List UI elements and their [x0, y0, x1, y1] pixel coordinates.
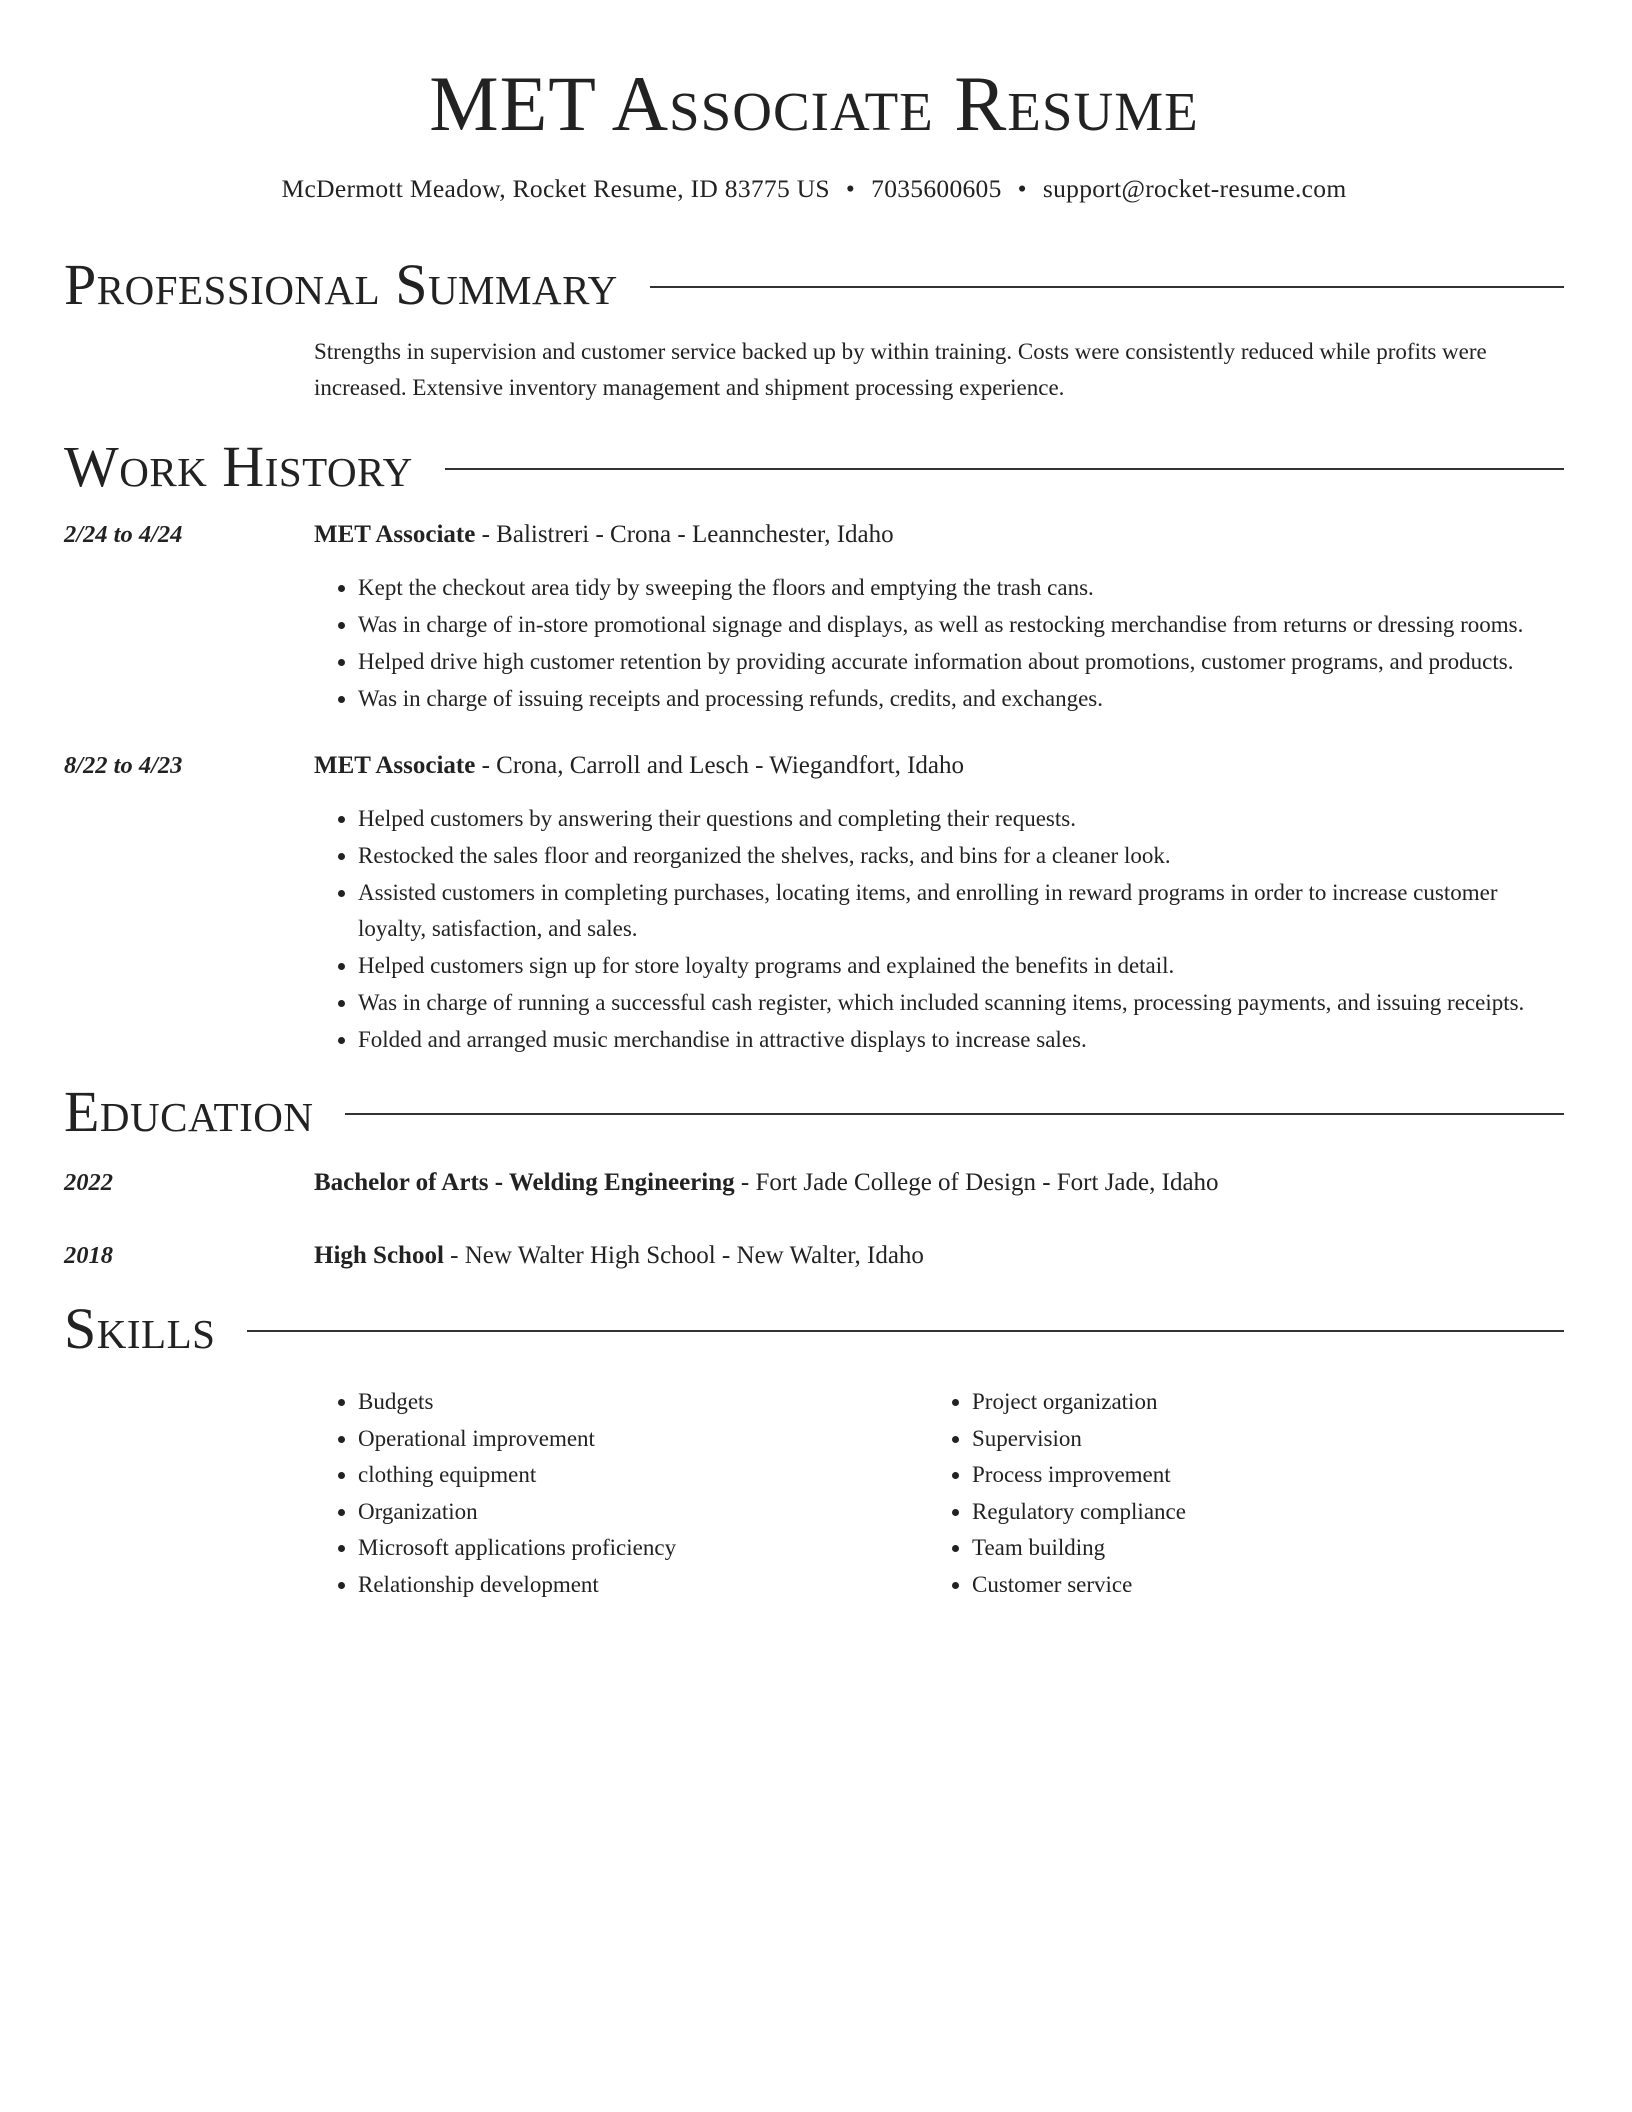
contact-address: McDermott Meadow, Rocket Resume, ID 83775 US: [281, 174, 830, 203]
job-heading: [314, 520, 1564, 550]
section-divider: [247, 1330, 1564, 1332]
skill-item: • Team building: [972, 1530, 1186, 1566]
job-duty: • Kept the checkout area tidy by sweeping the floors and emptying the trash cans.: [358, 570, 1564, 606]
job-heading: [314, 751, 1564, 781]
job-body: [314, 751, 1564, 1059]
job-duty: • Was in charge of in-store promotional signage and displays, as well as restocking merchandise from returns or dressing rooms.: [358, 607, 1564, 643]
job-title: MET Associate: [314, 752, 476, 779]
education-year: 2022: [64, 1169, 113, 1196]
education-entry: [64, 1167, 1564, 1199]
job-duty: • Was in charge of issuing receipts and processing refunds, credits, and exchanges.: [358, 681, 1564, 717]
skill-item: • Microsoft applications proficiency: [358, 1530, 928, 1566]
education-degree: Bachelor of Arts - Welding Engineering: [314, 1169, 735, 1196]
skills-column-right: [928, 1384, 1186, 1603]
skills-heading: Skills: [64, 1296, 216, 1361]
page-title: MET Associate Resume: [429, 60, 1199, 147]
job-title: MET Associate: [314, 521, 476, 548]
skills-list: [314, 1384, 1564, 1603]
work-section-header: [64, 436, 1564, 498]
skills-section-header: [64, 1298, 1564, 1360]
resume-page: [64, 0, 1564, 1603]
job-dates: 8/22 to 4/23: [64, 752, 183, 779]
skill-item: • Relationship development: [358, 1567, 928, 1603]
contact-phone: 7035600605: [871, 174, 1002, 203]
education-degree: High School: [314, 1242, 444, 1269]
job-duty: • Assisted customers in completing purchases, locating items, and enrolling in reward programs in order to increase customer loyalty, satisfaction, and sales.: [358, 875, 1564, 947]
skill-item: • Process improvement: [972, 1457, 1186, 1493]
education-details: [314, 1240, 924, 1272]
section-divider: [650, 286, 1564, 288]
skill-item: • Regulatory compliance: [972, 1494, 1186, 1530]
job-entry: [64, 520, 1564, 718]
skill-item: • Customer service: [972, 1567, 1186, 1603]
job-employer: - Crona, Carroll and Lesch - Wiegandfort, Idaho: [475, 752, 964, 779]
job-duty: • Helped customers sign up for store loyalty programs and explained the benefits in detail.: [358, 948, 1564, 984]
job-duty: • Helped drive high customer retention by providing accurate information about promotions, customer programs, and products.: [358, 644, 1564, 680]
skill-item: • Organization: [358, 1494, 928, 1530]
job-duty: • Helped customers by answering their questions and completing their requests.: [358, 801, 1564, 837]
contact-email: support@rocket-resume.com: [1042, 174, 1347, 203]
job-duties: [314, 801, 1564, 1058]
job-duties: [314, 570, 1564, 717]
section-divider: [345, 1113, 1564, 1115]
job-entry: [64, 751, 1564, 1059]
skill-item: • Project organization: [972, 1384, 1186, 1420]
education-school: - New Walter High School - New Walter, Idaho: [443, 1242, 924, 1269]
job-duty: • Folded and arranged music merchandise in attractive displays to increase sales.: [358, 1022, 1564, 1058]
job-duty: • Restocked the sales floor and reorganized the shelves, racks, and bins for a cleaner look.: [358, 838, 1564, 874]
skill-item: • Supervision: [972, 1421, 1186, 1457]
skills-column-left: [314, 1384, 928, 1603]
education-section-header: [64, 1081, 1564, 1143]
education-heading: Education: [64, 1079, 314, 1144]
job-employer: - Balistreri - Crona - Leannchester, Idaho: [475, 521, 894, 548]
section-divider: [445, 468, 1564, 470]
job-duty: • Was in charge of running a successful cash register, which included scanning items, processing payments, and issuing receipts.: [358, 985, 1564, 1021]
summary-section-header: [64, 254, 1564, 316]
work-heading: Work History: [64, 434, 413, 499]
education-details: [314, 1167, 1219, 1199]
contact-separator: •: [845, 174, 856, 203]
education-year: 2018: [64, 1242, 113, 1269]
job-dates: 2/24 to 4/24: [64, 521, 183, 548]
contact-separator: •: [1017, 174, 1027, 203]
job-body: [314, 520, 1564, 718]
summary-text: Strengths in supervision and customer service backed up by within training. Costs were consistently reduced while profits were increased. Extensive inventory management and shipment processing experience.: [314, 339, 1487, 400]
education-entry: [64, 1240, 1564, 1272]
summary-heading: Professional Summary: [64, 252, 618, 317]
contact-line: [64, 174, 1564, 204]
skill-item: • clothing equipment: [358, 1457, 928, 1493]
skill-item: • Budgets: [358, 1384, 928, 1420]
skill-item: • Operational improvement: [358, 1421, 928, 1457]
education-school: - Fort Jade College of Design - Fort Jade, Idaho: [734, 1169, 1219, 1196]
